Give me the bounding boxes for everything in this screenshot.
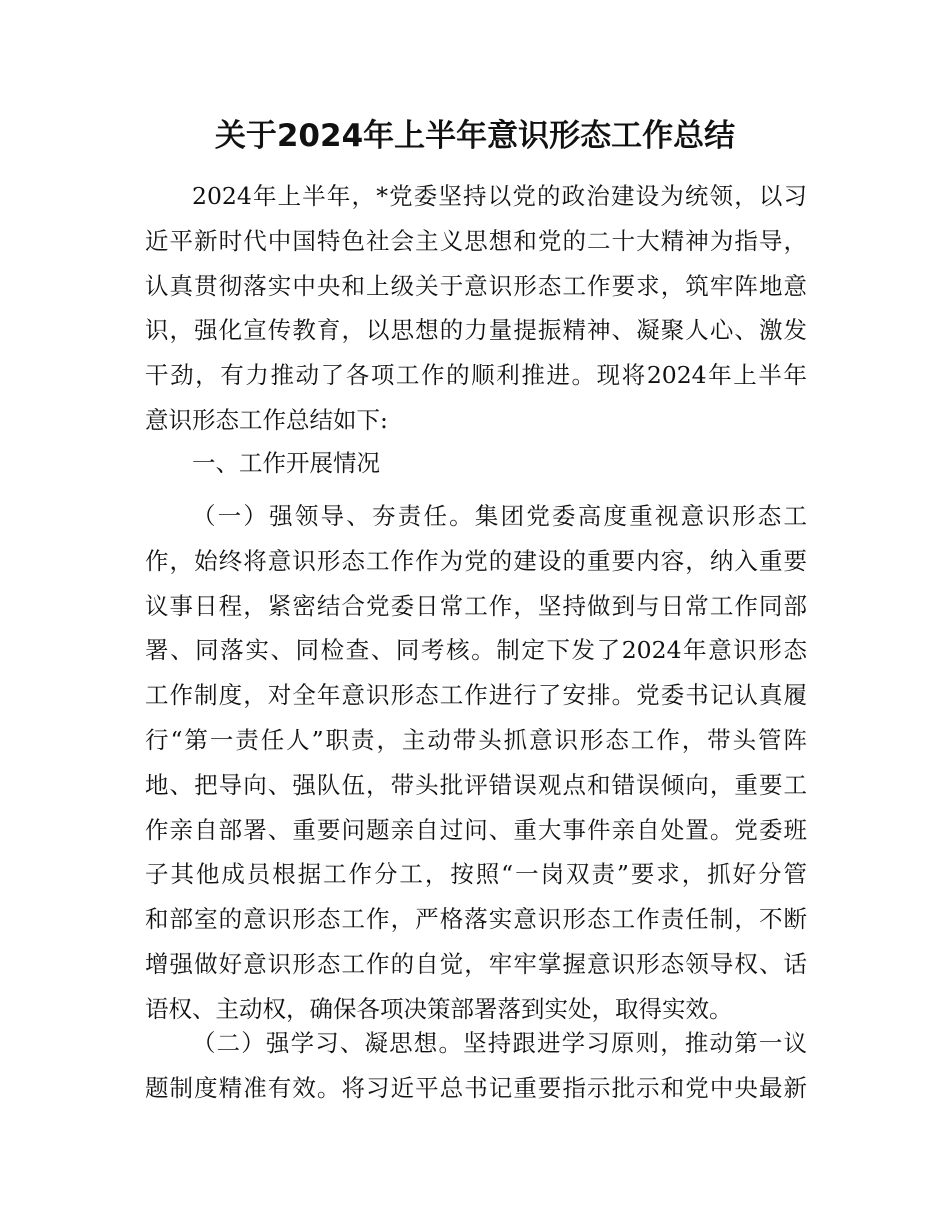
section-heading: 一、工作开展情况 [192,449,380,477]
para1-line: 作，始终将意识形态工作作为党的建设的重要内容，纳入重要 [145,546,807,575]
para1-line: （一）强领导、夯责任。集团党委高度重视意识形态工 [192,502,807,530]
para1-line: 和部室的意识形态工作，严格落实意识形态工作责任制，不断 [145,905,807,934]
intro-line: 近平新时代中国特色社会主义思想和党的二十大精神为指导， [145,226,807,255]
para1-line: 署、同落实、同检查、同考核。制定下发了2024年意识形态 [145,636,807,665]
intro-line: 2024年上半年，*党委坚持以党的政治建设为统领，以习 [192,182,807,210]
document-title: 关于2024年上半年意识形态工作总结 [214,118,736,154]
para1-line: 作亲自部署、重要问题亲自过问、重大事件亲自处置。党委班 [145,815,807,844]
para2-line: 题制度精准有效。将习近平总书记重要指示批示和党中央最新 [145,1073,807,1102]
intro-line: 意识形态工作总结如下: [145,405,388,434]
paragraph-1 [145,494,807,1032]
paragraph-2 [145,1021,807,1111]
para1-line: 地、把导向、强队伍，带头批评错误观点和错误倾向，重要工 [145,770,807,799]
para1-line: 语权、主动权，确保各项决策部署落到实处，取得实效。 [145,994,733,1023]
para1-line: 工作制度，对全年意识形态工作进行了安排。党委书记认真履 [145,681,807,710]
para1-line: 行“第一责任人”职责，主动带头抓意识形态工作，带头管阵 [145,725,807,754]
para2-line: （二）强学习、凝思想。坚持跟进学习原则，推动第一议 [192,1029,807,1057]
para1-line: 议事日程，紧密结合党委日常工作，坚持做到与日常工作同部 [145,591,807,620]
intro-paragraph [145,174,807,443]
para1-line: 子其他成员根据工作分工，按照“一岗双责”要求，抓好分管 [145,860,807,889]
intro-line: 干劲，有力推动了各项工作的顺利推进。现将2024年上半年 [145,361,807,390]
para1-line: 增强做好意识形态工作的自觉，牢牢掌握意识形态领导权、话 [145,949,807,978]
intro-line: 认真贯彻落实中央和上级关于意识形态工作要求，筑牢阵地意 [145,271,807,300]
intro-line: 识，强化宣传教育，以思想的力量提振精神、凝聚人心、激发 [145,316,807,345]
